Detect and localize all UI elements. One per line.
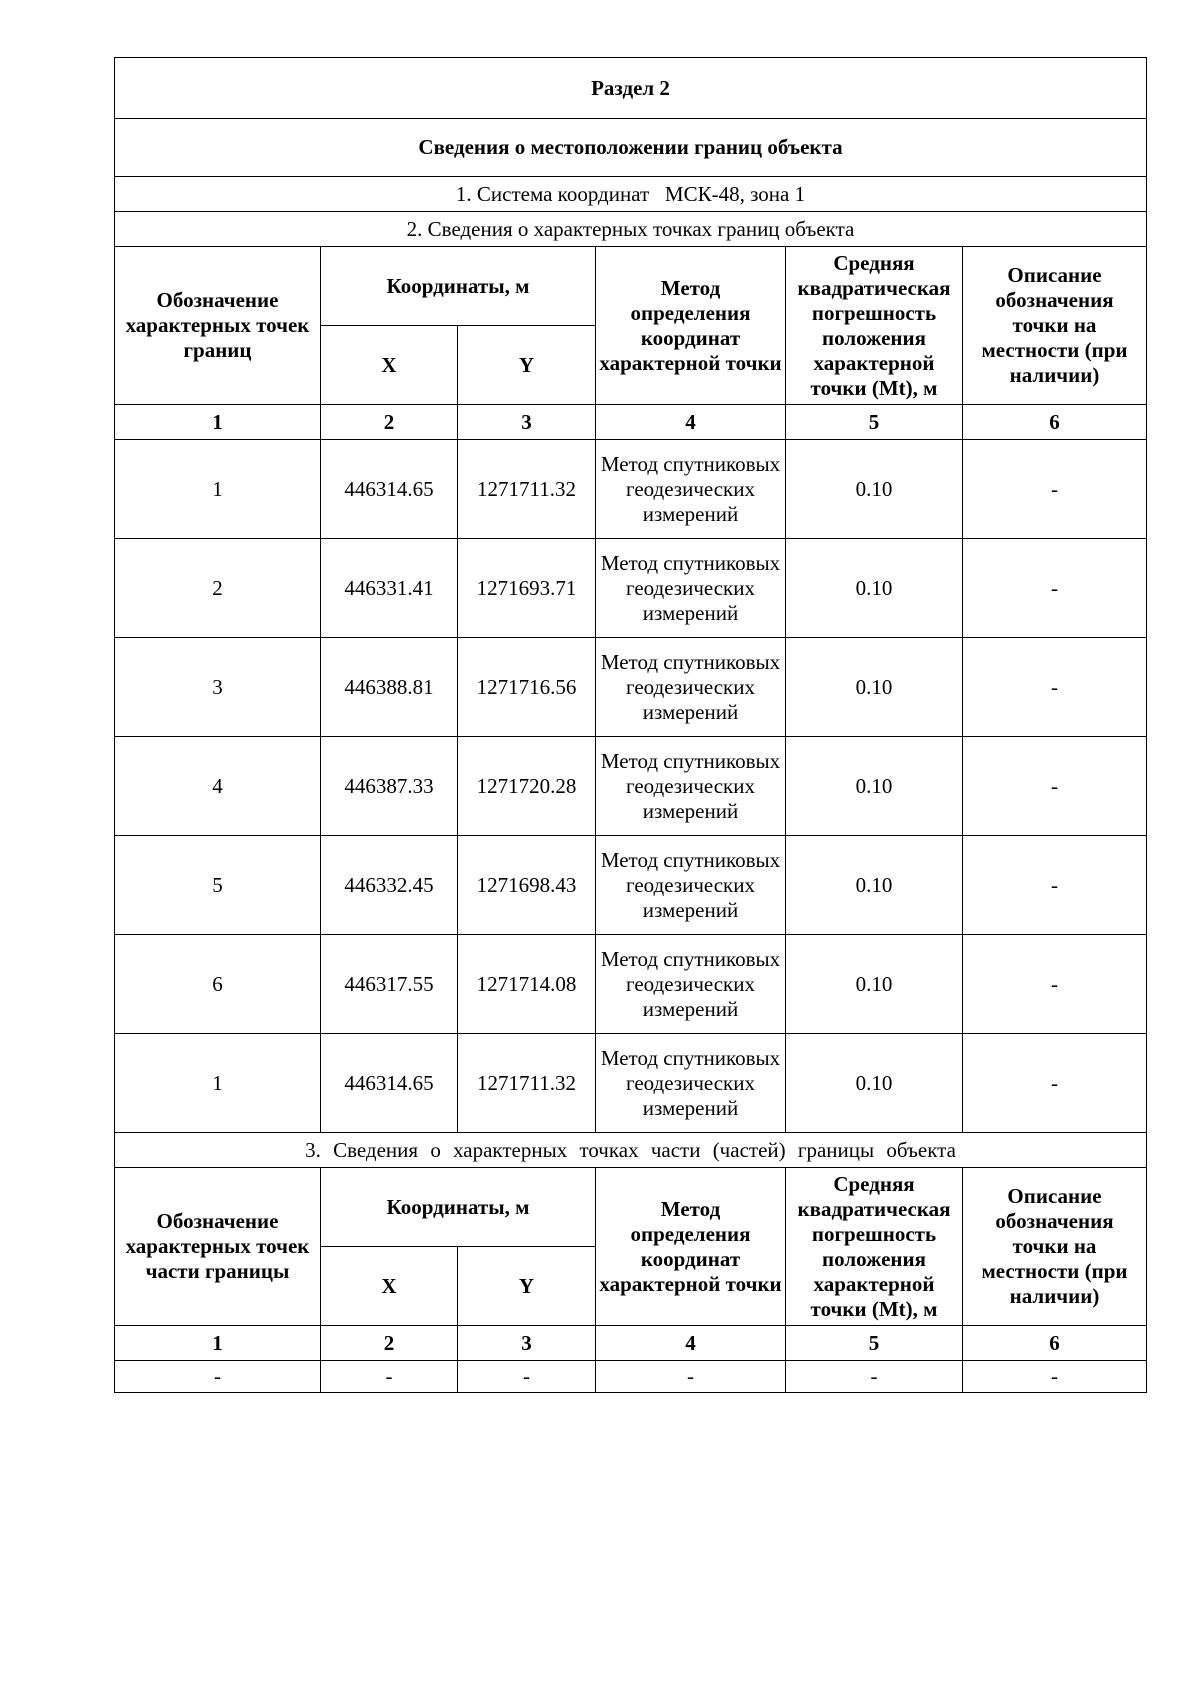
method-cell: Метод спутниковых геодезических измерений [596, 1034, 786, 1133]
method-cell: - [596, 1361, 786, 1393]
method-cell: Метод спутниковых геодезических измерений [596, 440, 786, 539]
column-number: 2 [321, 405, 458, 440]
y-cell: - [458, 1361, 596, 1393]
y-cell: 1271720.28 [458, 737, 596, 836]
point-cell: 2 [115, 539, 321, 638]
table-row [115, 1034, 1147, 1133]
mt-cell: 0.10 [786, 440, 963, 539]
method-cell: Метод спутниковых геодезических измерений [596, 836, 786, 935]
mt-cell: 0.10 [786, 638, 963, 737]
description-cell: - [963, 1034, 1147, 1133]
y-cell: 1271716.56 [458, 638, 596, 737]
x-cell: 446314.65 [321, 440, 458, 539]
mt-cell: 0.10 [786, 1034, 963, 1133]
header-coordinates: Координаты, м [321, 247, 596, 326]
column-number-row [115, 405, 1147, 440]
y-cell: 1271711.32 [458, 1034, 596, 1133]
mt-cell: 0.10 [786, 737, 963, 836]
info-title: Сведения о местоположении границ объекта [115, 119, 1147, 177]
description-cell: - [963, 440, 1147, 539]
method-cell: Метод спутниковых геодезических измерений [596, 737, 786, 836]
header-error: Средняя квадратическая погрешность положения характерной точки (Mt), м [786, 247, 963, 405]
part-section-label: 3. Сведения о характерных точках части (частей) границы объекта [115, 1133, 1147, 1168]
method-cell: Метод спутниковых геодезических измерений [596, 539, 786, 638]
section-title: Раздел 2 [115, 58, 1147, 119]
coord-system-row [115, 177, 1147, 212]
x-cell: 446331.41 [321, 539, 458, 638]
column-number-row [115, 1326, 1147, 1361]
description-cell: - [963, 638, 1147, 737]
table-row [115, 836, 1147, 935]
x-cell: - [321, 1361, 458, 1393]
table-row [115, 935, 1147, 1034]
x-cell: 446388.81 [321, 638, 458, 737]
description-cell: - [963, 737, 1147, 836]
column-number: 2 [321, 1326, 458, 1361]
table-row [115, 737, 1147, 836]
description-cell: - [963, 539, 1147, 638]
column-number: 3 [458, 1326, 596, 1361]
y-cell: 1271711.32 [458, 440, 596, 539]
header-error-part: Средняя квадратическая погрешность положения характерной точки (Mt), м [786, 1168, 963, 1326]
column-number: 1 [115, 405, 321, 440]
y-cell: 1271693.71 [458, 539, 596, 638]
header-designation-part: Обозначение характерных точек части границы [115, 1168, 321, 1326]
column-number: 6 [963, 1326, 1147, 1361]
header-description: Описание обозначения точки на местности (при наличии) [963, 247, 1147, 405]
column-number: 1 [115, 1326, 321, 1361]
x-cell: 446387.33 [321, 737, 458, 836]
point-cell: 1 [115, 1034, 321, 1133]
column-number: 6 [963, 405, 1147, 440]
table-row [115, 539, 1147, 638]
x-cell: 446317.55 [321, 935, 458, 1034]
description-cell: - [963, 836, 1147, 935]
column-number: 5 [786, 1326, 963, 1361]
point-cell: 4 [115, 737, 321, 836]
header-y-part: Y [458, 1247, 596, 1326]
mt-cell: 0.10 [786, 539, 963, 638]
point-cell: - [115, 1361, 321, 1393]
header-method: Метод определения координат характерной точки [596, 247, 786, 405]
description-cell: - [963, 935, 1147, 1034]
point-cell: 5 [115, 836, 321, 935]
header-coordinates-part: Координаты, м [321, 1168, 596, 1247]
x-cell: 446314.65 [321, 1034, 458, 1133]
header-y: Y [458, 326, 596, 405]
table-row [115, 440, 1147, 539]
mt-cell: - [786, 1361, 963, 1393]
mt-cell: 0.10 [786, 836, 963, 935]
y-cell: 1271698.43 [458, 836, 596, 935]
y-cell: 1271714.08 [458, 935, 596, 1034]
header-designation: Обозначение характерных точек границ [115, 247, 321, 405]
header-x: X [321, 326, 458, 405]
point-cell: 3 [115, 638, 321, 737]
point-cell: 6 [115, 935, 321, 1034]
description-cell: - [963, 1361, 1147, 1393]
points-section-label: 2. Сведения о характерных точках границ объекта [115, 212, 1147, 247]
point-cell: 1 [115, 440, 321, 539]
mt-cell: 0.10 [786, 935, 963, 1034]
coord-system-value: МСК-48, зона 1 [664, 181, 806, 206]
column-number: 3 [458, 405, 596, 440]
coord-system-label: 1. Система координат [455, 181, 650, 206]
header-method-part: Метод определения координат характерной точки [596, 1168, 786, 1326]
method-cell: Метод спутниковых геодезических измерений [596, 638, 786, 737]
column-number: 4 [596, 405, 786, 440]
table-row [115, 1361, 1147, 1393]
column-number: 5 [786, 405, 963, 440]
method-cell: Метод спутниковых геодезических измерений [596, 935, 786, 1034]
x-cell: 446332.45 [321, 836, 458, 935]
table-row [115, 638, 1147, 737]
column-number: 4 [596, 1326, 786, 1361]
header-x-part: X [321, 1247, 458, 1326]
boundary-info-table [114, 57, 1147, 1393]
header-description-part: Описание обозначения точки на местности (при наличии) [963, 1168, 1147, 1326]
